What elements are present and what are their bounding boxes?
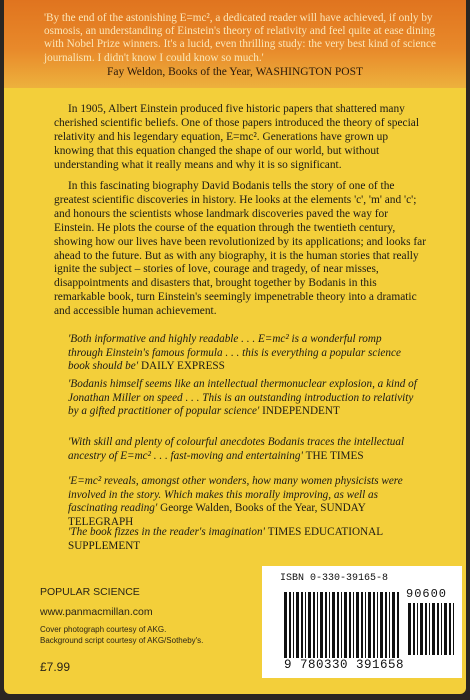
review-source: TIMES EDUCATIONAL SUPPLEMENT xyxy=(68,526,383,552)
addon-barcode-icon xyxy=(408,603,454,655)
review-source: THE TIMES xyxy=(305,449,364,462)
review-text: 'The book fizzes in the reader's imagination' xyxy=(68,526,265,538)
blurb-paragraph-2: In this fascinating biography David Bodanis tells the story of one of the greatest scientific discoveries in history. He looks at the elements 'c', 'm' and 'c'; and honours the scientists whose landmark discoveries paved the way for Einstein. He plots the course of the equation through the twentieth century, showing how our lives have been revolutionized by its applications; and looks far ahead to the future. But as with any biography, it is the human stories that really ignite the subject – stories of love, courage and tragedy, of near misses, disappointments and disasters that, brought together by Bodanis in this remarkable book, turn Einstein's seemingly impenetrable theory into a dramatic and accessible human achievement. xyxy=(54,180,427,318)
script-credit: Background script courtesy of AKG/Sotheby's. xyxy=(40,636,204,645)
blurb-paragraph-1: In 1905, Albert Einstein produced five historic papers that shattered many cherished scientific beliefs. One of those papers introduced the theory of special relativity and his legendary equation, E=mc². Generations have grown up knowing that this equation changed the shape of our world, but without understanding what it really means and why it is so significant. xyxy=(54,103,420,171)
review-quote xyxy=(68,333,418,374)
review-quote xyxy=(68,436,418,463)
review-quote xyxy=(68,475,418,529)
review-text: 'Bodanis himself seems like an intellectual thermonuclear explosion, a kind of Jonathan Miller on speed . . . This is an outstanding introduction to relativity by a gifted practitioner of popular science' xyxy=(68,378,417,418)
review-text: 'Both informative and highly readable . . . E=mc² is a wonderful romp through Einstein's famous formula . . . this is everything a popular science book should be' xyxy=(68,333,401,373)
ean-number: 9 780330 391658 xyxy=(284,658,405,672)
category-label: POPULAR SCIENCE xyxy=(40,586,140,598)
review-source: George Walden, Books of the Year, SUNDAY TELEGRAPH xyxy=(68,502,366,528)
review-source: INDEPENDENT xyxy=(262,405,340,418)
barcode-panel xyxy=(262,566,462,678)
quote-banner xyxy=(4,0,466,88)
book-back-cover xyxy=(4,0,466,694)
review-text: 'E=mc² reveals, amongst other wonders, how many women physicists were involved in the story. Which makes this morally improving, as well as fascinating reading' xyxy=(68,475,403,515)
top-quote-attribution: Fay Weldon, Books of the Year, WASHINGTON POST xyxy=(106,66,364,78)
review-quote xyxy=(68,526,418,553)
photo-credit: Cover photograph courtesy of AKG. xyxy=(40,625,167,634)
top-quote-text: 'By the end of the astonishing E=mc², a dedicated reader will have achieved, if only by osmosis, an understanding of Einstein's theory of relativity and feel quite at ease dining with Nobel Prize winners. It's a lucid, even thrilling study: the very best kind of science journalism. I didn't know I could know so much.' xyxy=(44,12,436,64)
price-label: £7.99 xyxy=(40,660,71,674)
review-text: 'With skill and plenty of colourful anecdotes Bodanis traces the intellectual ancestry of E=mc² . . . fast-moving and entertaining' xyxy=(68,436,405,462)
isbn-label: ISBN 0-330-39165-8 xyxy=(280,573,389,584)
ean-barcode-icon xyxy=(284,592,400,658)
review-source: DAILY EXPRESS xyxy=(140,360,225,373)
review-quote xyxy=(68,378,418,419)
price-code: 90600 xyxy=(406,587,448,601)
publisher-website[interactable]: www.panmacmillan.com xyxy=(40,606,153,618)
